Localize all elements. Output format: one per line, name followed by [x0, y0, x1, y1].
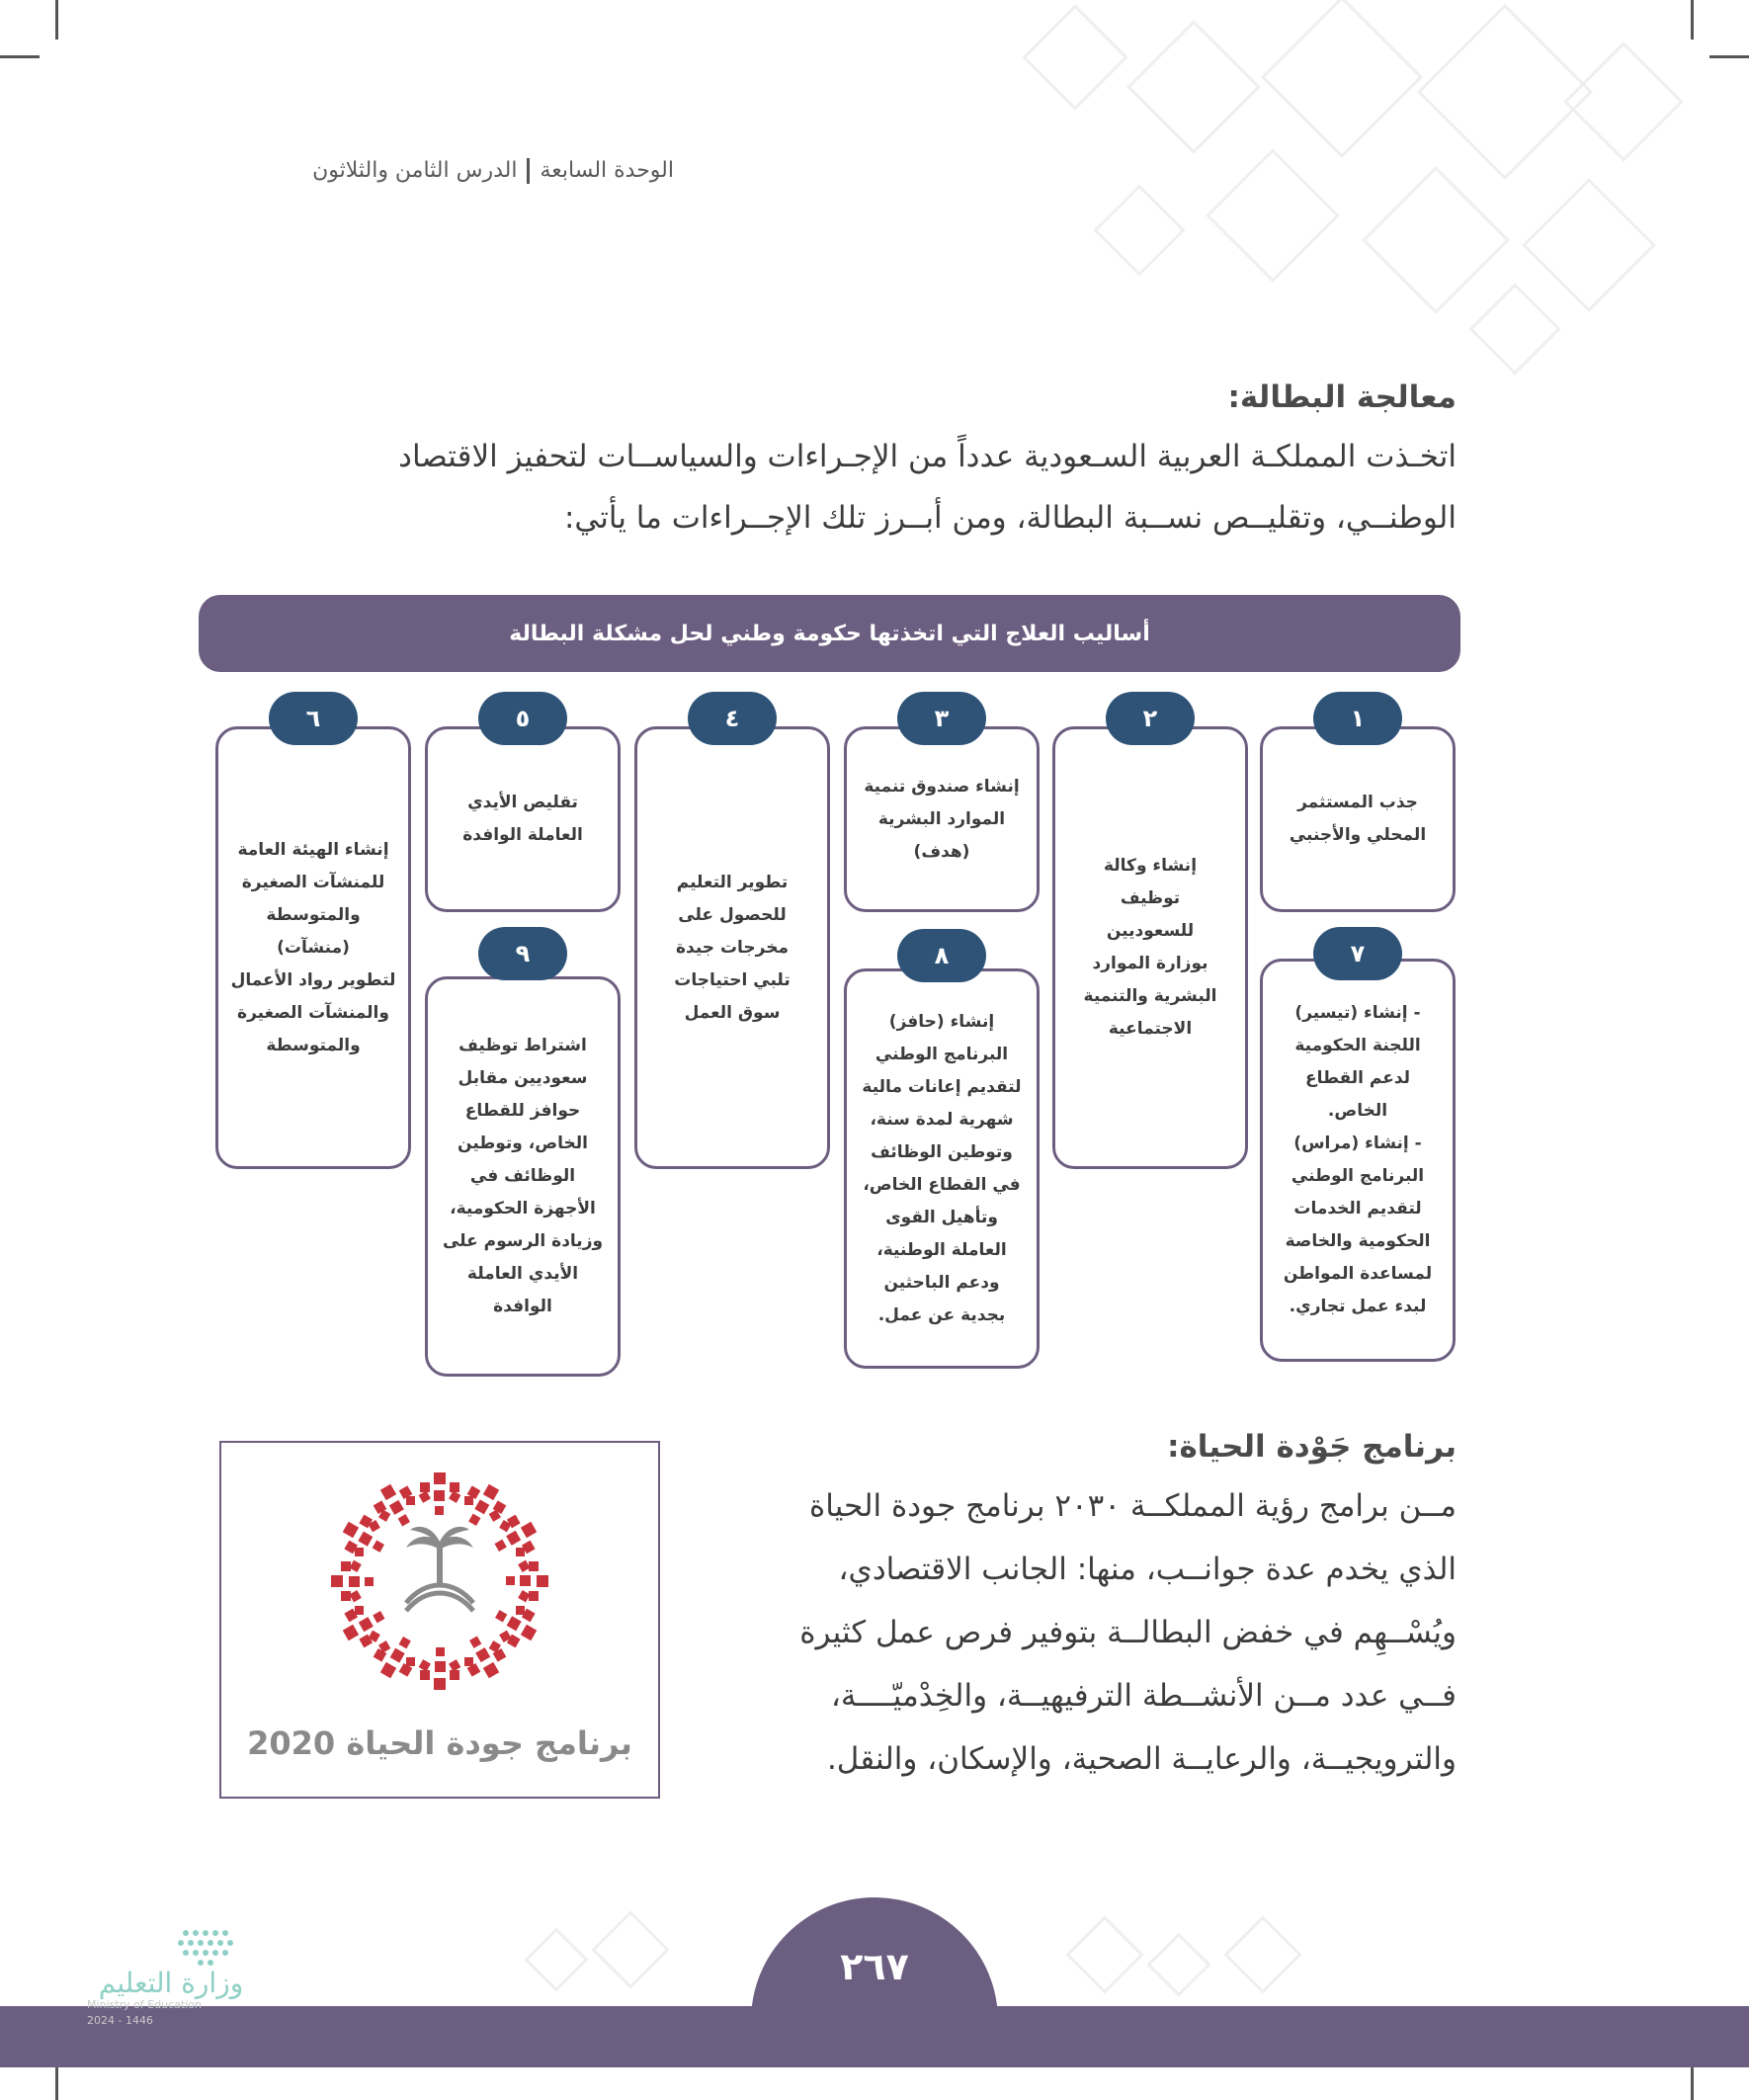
card-9	[425, 976, 621, 1377]
card-2	[1052, 726, 1248, 1169]
card-4	[634, 726, 830, 1169]
crop-mark	[1709, 55, 1749, 58]
decor-diamond	[1022, 4, 1127, 110]
decor-diamond	[1146, 1932, 1210, 1996]
star-emblem-icon	[221, 1443, 658, 1720]
page-header	[209, 158, 674, 192]
decor-diamond	[1126, 20, 1261, 154]
ministry-english: Ministry of Education	[87, 1998, 203, 2011]
ministry-name: وزارة التعليم	[98, 1967, 244, 1999]
paragraph-line: والترويجيــة، والرعايــة الصحية، والإسكان، والنقل.	[826, 1741, 1457, 1777]
card-text: اشتراط توظيف سعوديين مقابل حوافز للقطاع الخاص، وتوطين الوظائف في الأجهزة الحكومية، وزيادة الرسوم على الأيدي العاملة الوافدة	[442, 1036, 604, 1316]
ministry-dots-icon	[87, 1927, 255, 1967]
badge-1: ١	[1313, 692, 1402, 745]
card-text: إنشاء صندوق تنمية الموارد البشرية (هدف)	[864, 776, 1020, 862]
decor-diamond	[524, 1927, 588, 1991]
card-1	[1260, 726, 1456, 912]
card-5	[425, 726, 621, 912]
lesson-label: الدرس الثامن والثلاثون	[312, 158, 518, 183]
ministry-year: 2024 - 1446	[87, 2014, 153, 2027]
badge-9: ٩	[478, 927, 567, 980]
card-6	[215, 726, 411, 1169]
badge-3: ٣	[897, 692, 986, 745]
decor-diamond	[1563, 42, 1684, 162]
page-number: ٢٦٧	[840, 1945, 909, 1988]
card-8	[844, 968, 1040, 1369]
paragraph-line: ويُسْــهِم في خفض البطالــة بتوفير فرص عمل كثيرة	[799, 1615, 1457, 1650]
ministry-logo	[87, 1927, 255, 2036]
decor-diamond	[1522, 178, 1656, 312]
badge-6: ٦	[269, 692, 358, 745]
unit-label: الوحدة السابعة	[540, 158, 674, 183]
banner-text: أساليب العلاج التي اتخذتها حكومة وطني لحل مشكلة البطالة	[509, 621, 1150, 646]
badge-7: ٧	[1313, 927, 1402, 980]
card-text: إنشاء الهيئة العامة للمنشآت الصغيرة والمتوسطة (منشآت) لتطوير رواد الأعمال والمنشآت الصغيرة والمتوسطة	[230, 839, 396, 1055]
logo-caption: برنامج جودة الحياة 2020	[247, 1724, 632, 1762]
paragraph-line: مــن برامج رؤية المملكــة ٢٠٣٠ برنامج جودة الحياة	[809, 1488, 1457, 1524]
section-title-quality-of-life: برنامج جَوْدة الحياة:	[1167, 1429, 1457, 1465]
crop-mark	[0, 55, 40, 58]
paragraph-line: الذي يخدم عدة جوانــب، منها: الجانب الاقتصادي،	[838, 1552, 1457, 1587]
crop-mark	[55, 0, 58, 40]
decor-diamond	[1362, 166, 1510, 314]
card-3	[844, 726, 1040, 912]
paragraph-line: فــي عدد مــن الأنشــطة الترفيهيــة، والخِدْميّــــة،	[830, 1678, 1457, 1714]
card-text: تقليص الأيدي العاملة الوافدة	[462, 793, 583, 845]
badge-4: ٤	[688, 692, 777, 745]
decor-diamond	[1417, 4, 1593, 180]
decor-diamond	[1261, 0, 1423, 158]
paragraph-line: الوطنــي، وتقليــص نســبة البطالة، ومن أبــرز تلك الإجــراءات ما يأتي:	[563, 500, 1457, 536]
badge-8: ٨	[897, 929, 986, 982]
diagram-banner	[199, 595, 1460, 672]
card-text: إنشاء وكالة توظيف للسعوديين بوزارة الموارد البشرية والتنمية الاجتماعية	[1083, 856, 1217, 1039]
card-text: إنشاء (حافز) البرنامج الوطني لتقديم إعانات مالية شهرية لمدة سنة، وتوطين الوظائف في القطاع الخاص، وتأهيل القوى العاملة الوطنية، ودعم الباحثين بجدية عن عمل.	[862, 1011, 1022, 1325]
card-7	[1260, 959, 1456, 1362]
quality-of-life-logo	[219, 1441, 660, 1799]
decor-diamond	[1206, 148, 1340, 283]
section-title-unemployment: معالجة البطالة:	[1227, 379, 1457, 415]
decor-diamond	[1093, 184, 1185, 276]
crop-mark	[1691, 0, 1694, 40]
paragraph-line: اتخـذت المملكـة العربية السـعودية عدداً من الإجـراءات والسياســات لتحفيز الاقتصاد	[398, 439, 1457, 474]
card-text: جذب المستثمر المحلي والأجنبي	[1289, 793, 1427, 845]
header-separator	[527, 158, 530, 184]
decor-diamond	[1065, 1915, 1143, 1993]
badge-5: ٥	[478, 692, 567, 745]
decor-diamond	[1223, 1915, 1301, 1993]
decor-diamond	[591, 1910, 669, 1988]
card-text: تطوير التعليم للحصول على مخرجات جيدة تلبي احتياجات سوق العمل	[674, 872, 791, 1023]
card-text: - إنشاء (تيسير) اللجنة الحكومية لدعم القطاع الخاص. - إنشاء (مراس) البرنامج الوطني لتقديم الخدمات الحكومية والخاصة لمساعدة المواطن لبدء عمل تجاري.	[1283, 1003, 1433, 1316]
decor-diamond	[1468, 283, 1560, 375]
badge-2: ٢	[1106, 692, 1195, 745]
